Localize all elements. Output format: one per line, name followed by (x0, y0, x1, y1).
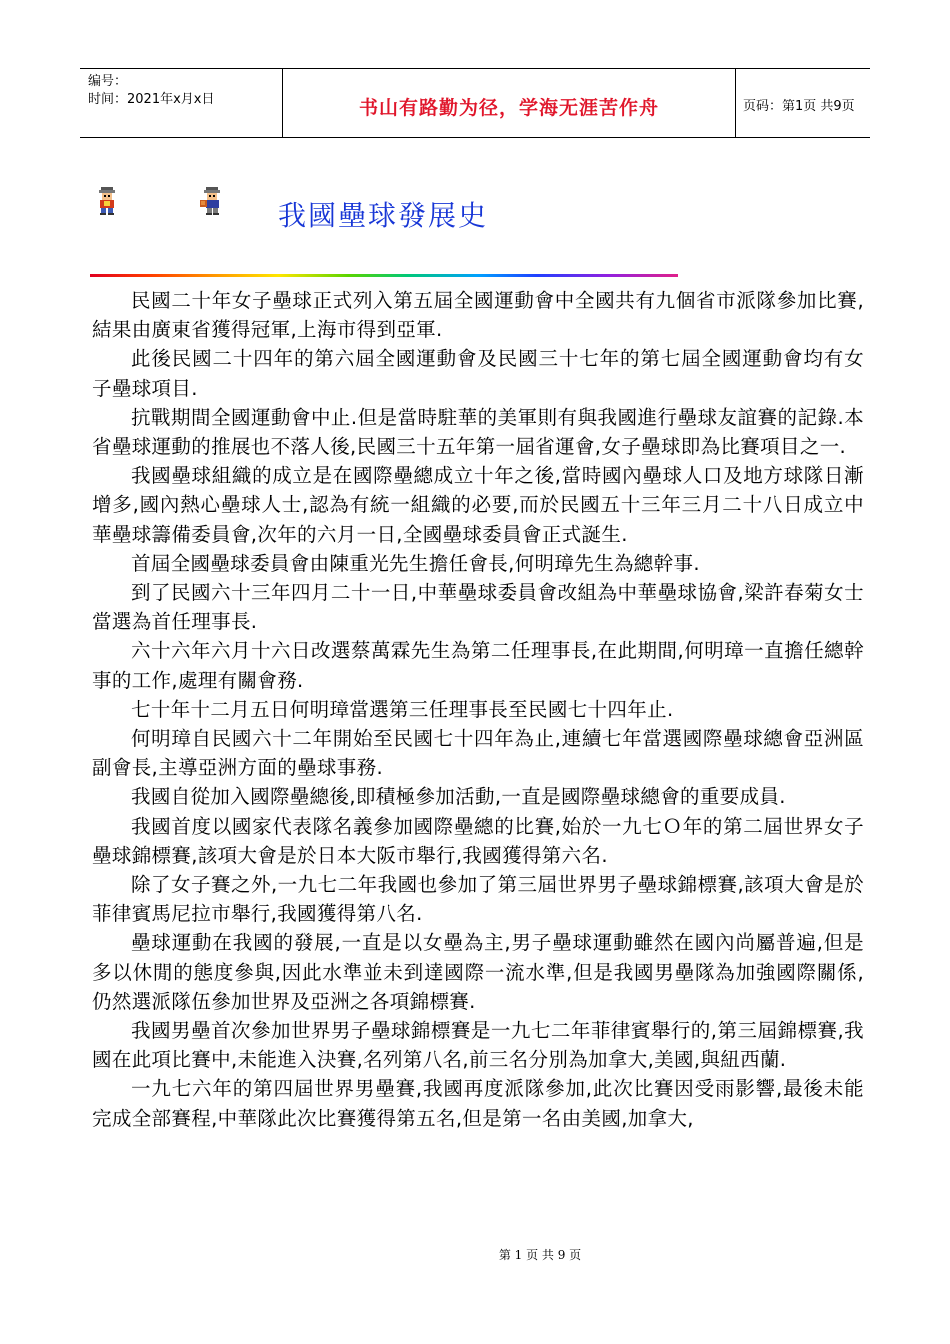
paragraph: 我國首度以國家代表隊名義參加國際壘總的比賽,始於一九七Ｏ年的第二屆世界女子壘球錦標賽,該項大會是於日本大阪市舉行,我國獲得第六名. (92, 814, 864, 867)
header-page-cell (735, 69, 870, 137)
serial-number-label: 编号： (88, 74, 128, 89)
baseball-player-icon (96, 187, 118, 215)
paragraph: 除了女子賽之外,一九七二年我國也參加了第三屆世界男子壘球錦標賽,該項大會是於菲律賓馬尼拉市舉行,我國獲得第八名. (92, 873, 864, 926)
motto-text: 书山有路勤为径，学海无涯苦作舟 (358, 97, 659, 119)
paragraph: 壘球運動在我國的發展,一直是以女壘為主,男子壘球運動雖然在國內尚屬普遍,但是多以休閒的態度參與,因此水準並未到達國際一流水準,但是我國男壘隊為加強國際關係,仍然選派隊伍參加世界及亞洲之各項錦標賽. (92, 931, 864, 1013)
paragraph: 此後民國二十四年的第六屆全國運動會及民國三十七年的第七屆全國運動會均有女子壘球項目. (92, 347, 864, 400)
paragraph: 抗戰期間全國運動會中止.但是當時駐華的美軍則有與我國進行壘球友誼賽的記錄.本省壘球運動的推展也不落人後,民國三十五年第一屆省運會,女子壘球即為比賽項目之一. (92, 405, 864, 459)
page-footer: 第 1 页 共 9 页 (498, 1248, 582, 1262)
date-label: 时间：2021年x月x日 (88, 92, 215, 107)
baseball-player-with-glove-icon (200, 187, 222, 215)
paragraph: 六十六年六月十六日改選蔡萬霖先生為第二任理事長,在此期間,何明璋一直擔任總幹事的工作,處理有關會務. (92, 639, 864, 692)
document-title: 我國壘球發展史 (278, 199, 489, 232)
header-meta-cell (80, 69, 282, 137)
paragraph: 我國男壘首次參加世界男子壘球錦標賽是一九七二年菲律賓舉行的,第三屆錦標賽,我國在此項比賽中,未能進入決賽,名列第八名,前三名分別為加拿大,美國,與紐西蘭. (92, 1019, 864, 1072)
paragraph: 到了民國六十三年四月二十一日,中華壘球委員會改組為中華壘球協會,梁許春菊女士當選為首任理事長. (92, 581, 864, 634)
page-header (80, 68, 870, 138)
paragraph: 七十年十二月五日何明璋當選第三任理事長至民國七十四年止. (131, 697, 674, 721)
paragraph: 我國壘球組織的成立是在國際壘總成立十年之後,當時國內壘球人口及地方球隊日漸增多,國內熱心壘球人士,認為有統一組織的必要,而於民國五十三年三月二十八日成立中華壘球籌備委員會,次年的六月一日,全國壘球委員會正式誕生. (92, 464, 864, 546)
paragraph: 民國二十年女子壘球正式列入第五屆全國運動會中全國共有九個省市派隊參加比賽,結果由廣東省獲得冠軍,上海市得到亞軍. (92, 289, 864, 342)
paragraph: 我國自從加入國際壘總後,即積極參加活動,一直是國際壘球總會的重要成員. (131, 785, 786, 809)
paragraph: 一九七六年的第四屆世界男壘賽,我國再度派隊參加,此次比賽因受雨影響,最後未能完成全部賽程,中華隊此次比賽獲得第五名,但是第一名由美國,加拿大, (92, 1077, 864, 1130)
header-motto-cell (282, 69, 736, 137)
paragraph: 何明璋自民國六十二年開始至民國七十四年為止,連續七年當選國際壘球總會亞洲區副會長,主導亞洲方面的壘球事務. (92, 727, 864, 780)
document-body (92, 286, 864, 1133)
page-count-label: 页码：第1页 共9页 (743, 99, 855, 114)
paragraph: 首屆全國壘球委員會由陳重光先生擔任會長,何明璋先生為總幹事. (131, 551, 700, 575)
rainbow-divider (90, 274, 678, 277)
